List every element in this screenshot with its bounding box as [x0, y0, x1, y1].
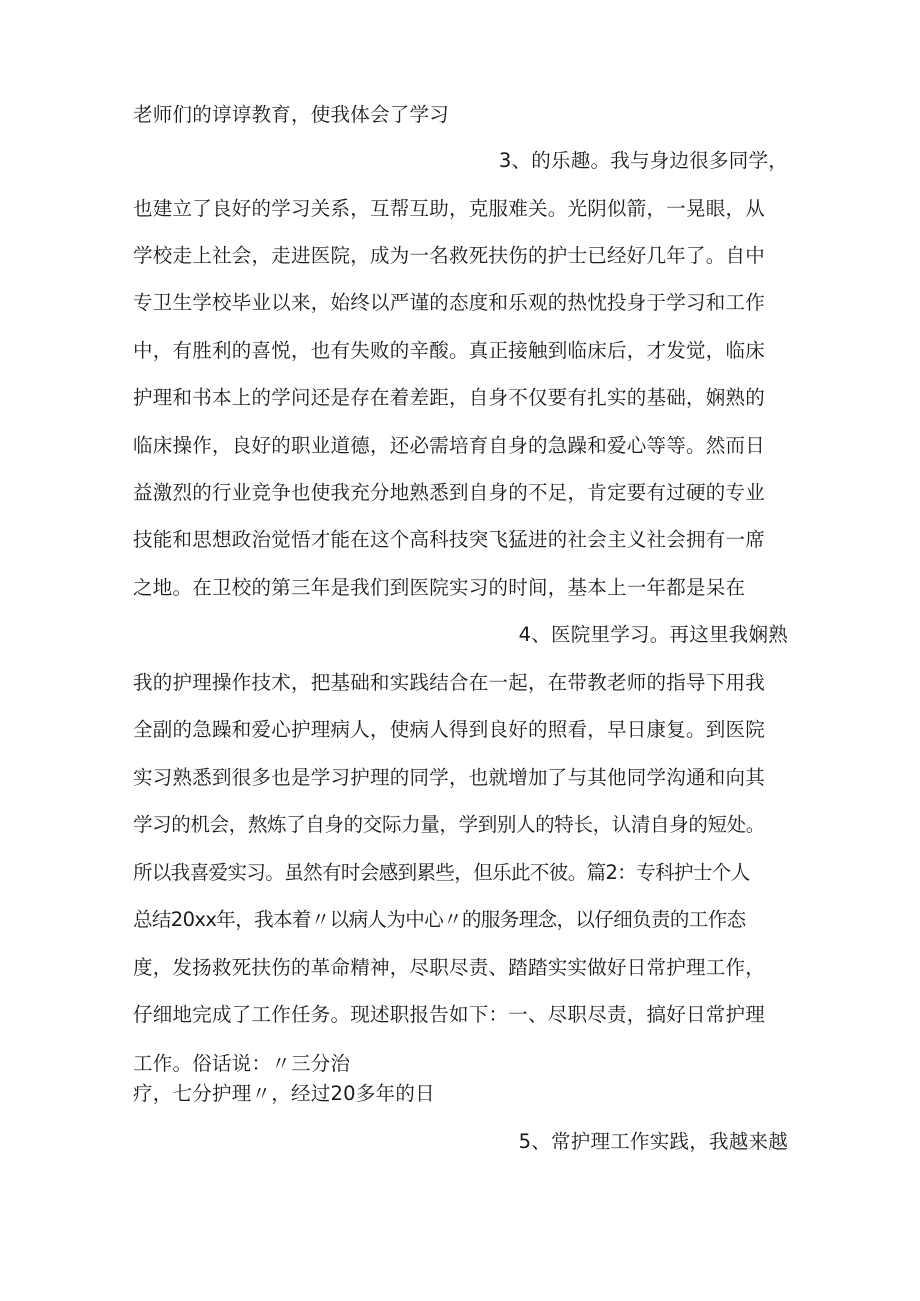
text-line: 之地。在卫校的第三年是我们到医院实习的时间，基本上一年都是呆在 [133, 576, 746, 599]
text-line: 技能和思想政治觉悟才能在这个高科技突飞猛进的社会主义社会拥有一席 [133, 528, 766, 551]
text-line: 仔细地完成了工作任务。现述职报告如下：一、尽职尽责，搞好日常护理 [133, 1003, 766, 1026]
numbered-line: 4、医院里学习。再这里我娴熟 [518, 623, 788, 646]
text-line: 度，发扬救死扶伤的革命精神，尽职尽责、踏踏实实做好日常护理工作， [133, 956, 766, 979]
text-line: 护理和书本上的学问还是存在着差距，自身不仅要有扎实的基础，娴熟的 [133, 386, 766, 409]
text-line: 疗，七分护理〃，经过20多年的日 [133, 1082, 435, 1105]
text-line: 益激烈的行业竞争也使我充分地熟悉到自身的不足，肯定要有过硬的专业 [133, 481, 766, 504]
text-line: 全副的急躁和爱心护理病人，使病人得到良好的照看，早日康复。到医院 [133, 718, 766, 741]
text-line: 老师们的谆谆教育，使我体会了学习 [133, 103, 450, 126]
text-line: 工作。俗话说：〃三分治 [133, 1052, 351, 1075]
text-line: 学习的机会，熬炼了自身的交际力量，学到别人的特长，认清自身的短处。 [133, 813, 765, 836]
text-line: 总结20xx年，我本着〃以病人为中心〃的服务理念，以仔细负责的工作态 [133, 908, 746, 931]
text-line: 中，有胜利的喜悦，也有失败的辛酸。真正接触到临床后，才发觉，临床 [133, 339, 766, 362]
text-line: 专卫生学校毕业以来，始终以严谨的态度和乐观的热忱投身于学习和工作 [133, 291, 766, 314]
text-line: 也建立了良好的学习关系，互帮互助，克服难关。光阴似箭，一晃眼，从 [133, 197, 766, 220]
text-line: 临床操作，良好的职业道德，还必需培育自身的急躁和爱心等等。然而日 [133, 434, 766, 457]
numbered-line: 5、常护理工作实践，我越来越 [518, 1130, 788, 1153]
text-line: 实习熟悉到很多也是学习护理的同学，也就增加了与其他同学沟通和向其 [133, 766, 766, 789]
text-line: 所以我喜爱实习。虽然有时会感到累些，但乐此不彼。篇2：专科护士个人 [133, 861, 750, 884]
text-line: 我的护理操作技术，把基础和实践结合在一起，在带教老师的指导下用我 [133, 671, 766, 694]
numbered-line: 3、的乐趣。我与身边很多同学， [498, 149, 788, 172]
text-line: 学校走上社会，走进医院，成为一名救死扶伤的护士已经好几年了。自中 [133, 244, 766, 267]
